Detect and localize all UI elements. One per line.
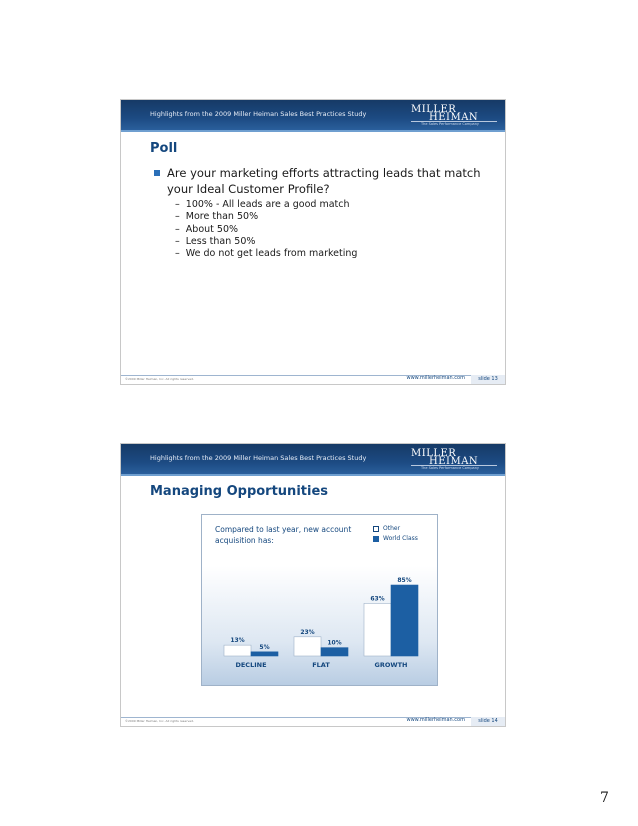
slide-header-text: Highlights from the 2009 Miller Heiman Sales Best Practices Study [150,454,367,462]
slide-header-stripe [121,130,505,132]
square-bullet-icon [154,170,160,176]
miller-heiman-logo [411,448,499,472]
slide-number: slide 14 [471,717,505,726]
poll-option: – Less than 50% [175,236,357,248]
miller-heiman-logo [411,104,499,128]
data-label: 10% [327,639,342,647]
data-label: 23% [300,628,315,636]
legend-label-other: Other [383,525,401,532]
slide-header-stripe [121,474,505,476]
bar-other-growth [364,603,391,656]
data-label: 5% [259,643,270,651]
poll-option: – About 50% [175,224,357,236]
footer-url: www.millerheiman.com [406,375,465,381]
data-label: 63% [370,595,385,603]
slide-title: Managing Opportunities [150,484,328,499]
category-label: GROWTH [374,661,408,669]
logo-line1: MILLER [411,104,457,115]
category-label: FLAT [312,661,330,669]
logo-line1: MILLER [411,448,457,459]
poll-option: – 100% - All leads are a good match [175,199,357,211]
bar-chart [202,515,437,685]
slide-poll [120,99,506,385]
logo-tagline: The Sales Performance Company [421,466,479,470]
logo-tagline: The Sales Performance Company [421,122,479,126]
poll-option: – We do not get leads from marketing [175,248,357,260]
bar-other-decline [224,645,251,656]
category-label: DECLINE [235,661,267,669]
slide-title: Poll [150,141,178,156]
slide-number: slide 13 [471,375,505,384]
data-label: 13% [230,637,245,645]
bar-world-class-decline [251,652,278,656]
poll-question: Are your marketing efforts attracting leads that match your Ideal Customer Profile? [167,166,481,196]
logo-line2: HEIMAN [429,456,479,467]
page-number: 7 [600,790,609,806]
chart-title: Compared to last year, new account acquisition has: [215,525,352,545]
chart-panel [201,514,438,686]
bar-other-flat [294,637,321,656]
bar-world-class-flat [321,648,348,656]
slide-managing-opportunities [120,443,506,727]
poll-option: – More than 50% [175,211,357,223]
bar-world-class-growth [391,585,418,656]
slide-header-text: Highlights from the 2009 Miller Heiman Sales Best Practices Study [150,110,367,118]
footer-copyright: ©2009 Miller Heiman, Inc. All rights reserved. [125,377,194,381]
legend-label-world-class: World Class [383,535,418,542]
footer-copyright: ©2009 Miller Heiman, Inc. All rights reserved. [125,719,194,723]
data-label: 85% [397,577,412,585]
footer-url: www.millerheiman.com [406,717,465,723]
poll-options [175,199,357,260]
logo-line2: HEIMAN [429,112,479,123]
